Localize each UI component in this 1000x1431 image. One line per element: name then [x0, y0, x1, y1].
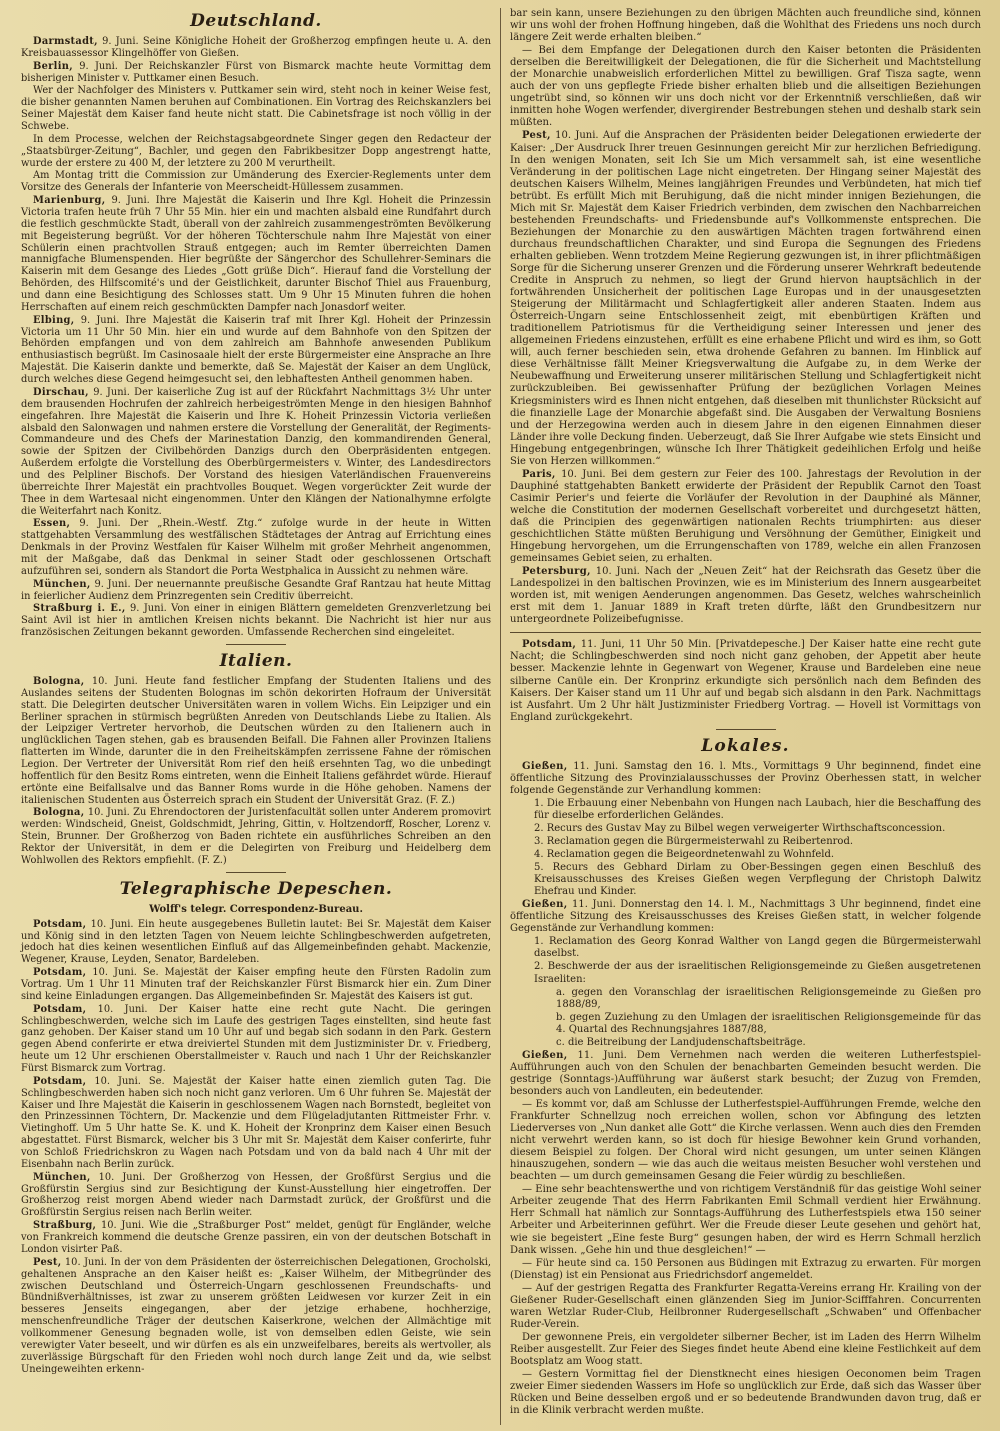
deutschland-section: [21, 36, 491, 639]
headline-deutschland: Deutschland.: [190, 11, 322, 31]
article-text: 11. Juni. Samstag den 16. l. Mts., Vormittags 9 Uhr beginnend, findet eine öffentliche Sitzung des Provinzialausschusses der Provinz Oberhessen statt, in welcher folgende Gegenstände zur Verhandlung kommen:: [510, 760, 981, 796]
article-paragraph: [21, 315, 491, 386]
dateline: München,: [33, 578, 91, 590]
article-text: 9. Juni. Seine Königliche Hoheit der Großherzog empfingen heute u. A. den Kreisbauassessor Klingelhöffer von Gießen.: [21, 36, 491, 59]
article-paragraph: [21, 676, 491, 806]
article-paragraph: [21, 1172, 491, 1219]
dateline: Potsdam,: [33, 967, 87, 979]
article-text: 10. Juni. Nach der „Neuen Zeit“ hat der Reichsrath das Gesetz über die Landespolizei in den baltischen Provinzen, wie es im Ministerium des Innern ausgearbeitet worden ist, mit wenigen Aenderungen angenommen. Das Gesetz, welches wahrscheinlich erst mit dem 1. Januar 1889 in Kraft treten dürfte, läßt den Grundbesitzern nur untergeordnete Polizeibefugnisse.: [510, 566, 981, 626]
article-paragraph: [21, 1220, 491, 1256]
article-text: — Bei dem Empfange der Delegationen durch den Kaiser betonten die Präsidenten derselben die Bereitwilligkeit der Delegationen, die für die Sicherheit und Machtstellung der Monarchie unabweislich erforderlichen Mittel zu bewilligen. Graf Tisza sagte, wenn auch der von uns gepflegte Friede bisher erhalten blieb und die allseitigen Beziehungen ungetrübt sind, so können wir uns doch nicht vor der Erkenntniß verschließen, daß wir inmitten hohe Wogen werfender, divergirender Bestrebungen stehen und deshalb stark sein müßten.: [510, 45, 981, 129]
article-text: 10. Juni. Wie die „Straßburger Post“ meldet, genügt für Engländer, welche von Frankreich kommend die deutsche Grenze passiren, ein von der deutschen Botschaft in London visirter Paß.: [21, 1220, 491, 1255]
dateline: Bologna,: [33, 807, 85, 819]
divider: [226, 872, 286, 873]
article-paragraph: [21, 603, 491, 639]
article-paragraph: [21, 387, 491, 517]
article-paragraph: [21, 36, 491, 60]
headline-italien: Italien.: [219, 650, 293, 671]
dateline: Darmstadt,: [33, 36, 98, 47]
article-text: In dem Processe, welchen der Reichstagsabgeordnete Singer gegen den Redacteur der „Staatsbürger-Zeitung“, Bachler, und gegen den Fabrikbesitzer Dopp angestrengt hatte, wurde der erstere zu 400 M, der letztere zu 200 M verurtheilt.: [21, 133, 491, 169]
article-paragraph: [21, 134, 491, 170]
article-text: 10. Juni. Zu Ehrendoctoren der Juristenfacultät sollen unter Anderem promovirt werden: Windscheid, Gneist, Goldschmidt, Jehring, Gittin, v. Holtzendorff, Roscher, Lorenz v. Stein, Brunner. Der Großherzog von Baden richtete ein ausführliches Schreiben an den Rektor der Universität, in dem er die Delegirten von Freiburg und Heidelberg dem Wohlwollen des Rektors empfiehlt. (F. Z.): [21, 807, 491, 866]
article-paragraph: [21, 195, 491, 314]
article-paragraph: [510, 45, 981, 129]
article-paragraph: [21, 919, 491, 966]
dateline: Gießen,: [522, 760, 568, 772]
dateline: Petersburg,: [522, 566, 591, 578]
agenda-item: 2. Beschwerde der aus der israelitischen Religionsgemeinde zu Gießen ausgetretenen Israeliten:: [534, 961, 981, 985]
article-text: 10. Juni. Se. Majestät der Kaiser hatte einen ziemlich guten Tag. Die Schlingbeschwerden haben sich noch nicht ganz verloren. Um 6 Uhr fuhren Se. Majestät der Kaiser und Ihre Majestät die Kaiserin in geschlossenem Wagen nach Bornstedt, begleitet von den Prinzessinnen Töchtern, Dr. Mackenzie und dem Flügeladjutanten Rittmeister Frhr. v. Vietinghoff. Um 5 Uhr hatte Se. K. und K. Hoheit der Kronprinz dem Kaiser einen Besuch abgestattet. Fürst Bismarck, welcher bis 3 Uhr mit Sr. Majestät dem Kaiser conferirte, fuhr von Schloß Friedrichskron zu Wagen nach Potsdam und von da bald nach 4 Uhr mit der Eisenbahn nach Berlin zurück.: [21, 1075, 491, 1170]
article-paragraph: [21, 1257, 491, 1376]
article-text: 10. Juni. Ein heute ausgegebenes Bulletin lautet: Bei Sr. Majestät dem Kaiser und König sind in den letzten Tagen von Neuem leichte Schlingbeschwerden aufgetreten, jedoch hat dies keinen wesentlichen Einfluß auf das Allgemeinbefinden gehabt. Mackenzie, Wegener, Krause, Leyden, Senator, Bardeleben.: [21, 918, 491, 966]
article-text: 9. Juni. Der neuernannte preußische Gesandte Graf Rantzau hat heute Mittag in feierlicher Audienz dem Prinzregenten sein Creditiv überreicht.: [21, 578, 491, 602]
article-paragraph: [510, 8, 981, 44]
article-text: 9. Juni. Von einer in einigen Blättern gemeldeten Grenzverletzung bei Saint Avil ist hier in amtlichen Kreisen nichts bekannt. Die Nachricht ist hier nur aus französischen Zeitungen bekannt geworden. Umfassende Recherchen sind eingeleitet.: [21, 603, 491, 639]
dateline: Paris,: [522, 468, 556, 480]
divider: [226, 644, 286, 645]
dateline: Pest,: [522, 130, 551, 142]
right-column: [501, 8, 990, 1425]
article-text: 10. Juni. Bei dem gestern zur Feier des 100. Jahrestags der Revolution in der Dauphiné stattgehabten Bankett erwiderte der Präsident der Republik Carnot den Toast Casimir Perier's und feierte die Vorläufer der Revolution in der Dauphiné als Männer, welche die Constitution der modernen Gesellschaft vorbereitet und durchgesetzt hätten, daß die Principien des gegenwärtigen nationalen Rechts triumphirten: aus dieser geschichtlichen Stätte müßten Beruhigung und Versöhnung der Gemüther, Einigkeit und Hingebung hervorgehen, um die Errungenschaften von 1789, welche ein allen Franzosen gemeinsames Gebiet seien, zu erhalten.: [510, 468, 981, 565]
dateline: Berlin,: [33, 60, 73, 72]
article-text: 11. Juni. Dem Vernehmen nach werden die weiteren Lutherfestspiel-Aufführungen auch von den Schulen der benachbarten Gemeinden besucht werden. Die gestrige (Sonntags-)Aufführung war äußerst stark besucht; der Zuzug von Fremden, besonders auch von Landleuten, ein bedeutender.: [510, 1049, 981, 1097]
article-text: 10. Juni. Heute fand festlicher Empfang der Studenten Italiens und des Auslandes seitens der Studenten Bolognas im schön dekorirten Hofraum der Universität statt. Die Delegirten deutscher Universitäten waren in vollem Wichs. Ein Leipziger und ein Berliner sprachen in stürmisch begrüßten Anreden von Deutschlands Liebe zu Italien. Als der Leipziger Vertreter hervorhob, die Deutschen würden zu den Italienern auch in unglücklichen Tagen stehen, gab es brausenden Beifall. Die Fahnen aller Provinzen Italiens flatterten im Winde, darunter die in den Freiheitskämpfen zerrissene Fahne der römischen Legion. Der Vertreter der Universität Rom rief den heiß ersehnten Tag, wo die unbedingt hoffentlich für den Besitz Roms eintreten, wenn die Einheit Italiens gefährdet würde. Hierauf ertönte eine Beifallsalve und das Banner Roms wurde in die Höhe gehoben. Namens der italienischen Studenten aus Österreich sprach ein Student der Universität Graz. (F. Z.): [21, 675, 491, 806]
article-text: 9. Juni. Ihre Majestät die Kaiserin traf mit Ihrer Kgl. Hoheit der Prinzessin Victoria um 11 Uhr 50 Min. hier ein und wurde auf dem Bahnhofe von den Spitzen der Behörden empfangen und von dem zahlreich am Bahnhofe anwesenden Publikum enthusiastisch begrüßt. Im Casinosaale hielt der erste Bürgermeister eine Ansprache an Ihre Majestät. Die Kaiserin dankte und bemerkte, daß Se. Majestät der Kaiser an dem Unglück, durch welches diese Gegend heimgesucht sei, den lebhaftesten Antheil genommen haben.: [21, 314, 491, 386]
article-paragraph: [510, 1258, 981, 1282]
article-text: 10. Juni. Auf die Ansprachen der Präsidenten beider Delegationen erwiederte der Kaiser: „Der Ausdruck Ihrer treuen Gesinnungen gereicht Mir zur herzlichen Befriedigung. In den wenigen Monaten, seit Ich Sie um Mich versammelt sah, ist eine wesentliche Veränderung in der politischen Lage nicht eingetreten. Der Hingang seiner Majestät des deutschen Kaisers Wilhelm, Meines langjährigen Freundes und Verbündeten, hat mich tief betrübt. Es erfüllt Mich mit Beruhigung, daß die nicht minder innigen Beziehungen, die Mich mit Sr. Majestät dem Kaiser Friedrich verbinden, dem zwischen den Nachbarreichen bestehenden Freundschafts- und Friedensbunde auf's Vollkommenste entsprechen. Die Beziehungen der Monarchie zu den auswärtigen Mächten tragen fortwährend einen durchaus freundschaftlichen Charakter, und sind Europa die Segnungen des Friedens erhalten geblieben. Wenn trotzdem Meine Regierung gezwungen ist, in ihrer pflichtmäßigen Sorge für die Sicherung unserer Grenzen und die Förderung unserer Wehrkraft bedeutende Credite in Anspruch zu nehmen, so liegt der Grund hiervon hauptsächlich in der fortwährenden Unsicherheit der politischen Lage Europas und in der unausgesetzten Steigerung der Militärmacht und Schlagfertigkeit aller anderen Staaten. Indem aus Österreich-Ungarn seine Entschlossenheit zeigt, mit ebenbürtigen Kräften und traditionellem Patriotismus für die Vertheidigung seiner Interessen und jener des allgemeinen Friedens einzustehen, erfüllt es eine erhabene Pflicht und wird es ihm, so Gott will, auch ferner beschieden sein, etwa drohende Gefahren zu bannen. Im Hinblick auf diese Verhältnisse fällt Meiner Kriegsverwaltung die Aufgabe zu, in dem Werke der Neubewaffnung und Erweiterung unserer militärischen Stellung und Schlagfertigkeit nicht zurückzubleiben. Bei gewissenhafter Prüfung der bezüglichen Vorlagen Meines Kriegsministers wird es Ihnen nicht entgehen, daß dieselben mit thunlichster Rücksicht auf die finanzielle Lage der Monarchie abgefaßt sind. Die Ausgaben der Verwaltung Bosniens und der Herzegowina werden auch in diesem Jahre in den eigenen Einnahmen dieser Länder ihre volle Deckung finden. Ueberzeugt, daß Sie Ihrer Aufgabe wie stets Einsicht und Hingebung entgegenbringen, wünsche Ich Ihrer Thätigkeit gedeihlichen Erfolg und heiße Sie von Herzen willkommen.“: [510, 130, 981, 467]
article-paragraph: [510, 639, 981, 723]
dateline: Marienburg,: [33, 195, 106, 207]
dateline: Straßburg,: [33, 1220, 97, 1232]
headline-lokales: Lokales.: [701, 735, 790, 756]
agenda-item: 3. Reclamation gegen die Bürgermeisterwahl zu Reibertenrod.: [534, 836, 854, 847]
article-text: 10. Juni. Se. Majestät der Kaiser empfing heute den Fürsten Radolin zum Vortrag. Um 1 Uhr 11 Minuten traf der Reichskanzler Fürst Bismarck hier ein. Zum Diner sind keine Einladungen ergangen. Das Allgemeinbefinden Sr. Majestät des Kaisers ist gut.: [21, 967, 491, 1002]
dateline: München,: [33, 1171, 91, 1183]
dateline: Elbing,: [33, 314, 75, 326]
article-text: 9. Juni. Der Reichskanzler Fürst von Bismarck machte heute Vormittag dem bisherigen Minister v. Puttkamer einen Besuch.: [21, 60, 491, 84]
article-paragraph: [21, 967, 491, 1003]
article-text: Der gewonnene Preis, ein vergoldeter silberner Becher, ist im Laden des Herrn Wilhelm Reiber ausgestellt. Zur Feier des Sieges findet heute Abend eine kleine Festlichkeit auf dem Bootsplatz am Woog statt.: [510, 1331, 981, 1367]
article-text: bar sein kann, unsere Beziehungen zu den übrigen Mächten auch freundliche sind, können wir uns wohl der frohen Hoffnung hingeben, daß die Wohlthat des Friedens uns noch durch längere Zeit werde erhalten bleiben.“: [510, 8, 981, 44]
article-text: 10. Juni. Der Großherzog von Hessen, der Großfürst Sergius und die Großfürstin Sergius sind zur Besichtigung der Kunst-Ausstellung hier eingetroffen. Der Großherzog reist morgen Abend wieder nach Darmstadt zurück, der Großfürst und die Großfürstin Sergius reisen nach Berlin weiter.: [21, 1171, 491, 1219]
article-paragraph: [21, 807, 491, 866]
article-paragraph: [510, 1332, 981, 1368]
article-paragraph: [21, 579, 491, 603]
dateline: Essen,: [33, 518, 71, 530]
article-paragraph: [21, 1076, 491, 1171]
article-paragraph: [510, 1369, 981, 1417]
headline-telegraphische-depeschen: Telegraphische Depeschen.: [119, 878, 393, 899]
divider: [510, 632, 981, 633]
dateline: Gießen,: [522, 899, 568, 911]
dateline: Dirschau,: [33, 386, 89, 398]
article-text: 10. Juni. In der von dem Präsidenten der österreichischen Delegationen, Grocholski, gehaltenen Ansprache an den Kaiser heißt es: „Kaiser Wilhelm, der Mitbegründer des zwischen Deutschland und Österreich-Ungarn geschlossenen Freundschafts- und Bündnißverhältnisses, ist zwar zu unserem größten Leidwesen vor kurzer Zeit in ein besseres Jenseits eingegangen, aber der jetzige erhabene, hochherzige, menschenfreundliche Träger der deutschen Kaiserkrone, welchen der Allmächtige mit vollkommener Genesung begnaden wolle, ist von demselben edlen Geiste, wie sein verewigter Vater beseelt, und wir dürfen es als ein unzweifelbares, bereits als wertvoller, als zuverlässige Bürgschaft für den Frieden wohl noch durch lange Zeit und da, wie selbst Uneingeweihten erkenn-: [21, 1256, 491, 1375]
article-text: Wer der Nachfolger des Ministers v. Puttkamer sein wird, steht noch in keiner Weise fest, die bisher genannten Namen beruhen auf Combinationen. Ein Vortrag des Reichskanzlers bei Seiner Majestät dem Kaiser fand heute nicht statt. Die Cabinetsfrage ist noch völlig in der Schwebe.: [21, 85, 491, 133]
dateline: Bologna,: [33, 675, 85, 687]
pest-continuation-section: [510, 8, 981, 626]
article-paragraph: [510, 469, 981, 565]
article-text: — Eine sehr beachtenswerthe und von richtigem Verständniß für das geistige Wohl seiner Arbeiter zeugende That des Herrn Fabrikanten Emil Schmall verdient hier Erwähnung. Herr Schmall hat nämlich zur Sonntags-Aufführung des Lutherfestspiels etwa 150 seiner Arbeiter und Arbeiterinnen geführt. Wer die Freude dieser Leute gesehen und gehört hat, wie sie begeistert „Eine feste Burg“ gesungen haben, der wird es Herrn Schmall herzlich Dank wissen. „Gehe hin und thue desgleichen!“ —: [510, 1184, 981, 1256]
article-paragraph: [21, 85, 491, 132]
article-paragraph: [21, 518, 491, 577]
agenda-item: 2. Recurs des Gustav May zu Bilbel wegen verweigerter Wirthschaftsconcession.: [534, 822, 946, 834]
article-paragraph: [510, 1050, 981, 1098]
agenda-item: 5. Recurs des Gebhard Dirlam zu Ober-Bessingen gegen einen Beschluß des Kreisausschusses des Kreises Gießen wegen Verpflegung der Christoph Dalwitz Ehefrau und Kinder.: [534, 862, 981, 898]
dateline: Pest,: [33, 1256, 62, 1268]
left-column: [12, 8, 501, 1425]
agenda-item: 1. Reclamation des Georg Konrad Walther von Langd gegen die Bürgermeisterwahl daselbst.: [534, 936, 981, 960]
article-paragraph: [510, 761, 981, 797]
article-paragraph: [510, 130, 981, 467]
article-text: — Es kommt vor, daß am Schlusse der Lutherfestspiel-Aufführungen Fremde, welche den Frankfurter Schnellzug noch erreichen wollen, schon vor Abfingung des letzten Liederverses von „Nun danket alle Gott“ die Kirche verlassen. Wenn auch dies den Fremden nicht verwehrt werden kann, so ist doch für hiesige Bewohner kein Grund vorhanden, diesem Beispiel zu folgen. Der Choral wird nicht gesungen, um unter seinen Klängen hinauszugehen, sondern — wie das auch die weitaus meisten Besucher wohl verstehen und beachten — um durch gemeinsamen Gesang die Feier würdig zu beschließen.: [510, 1098, 981, 1183]
article-paragraph: [510, 899, 981, 935]
lokales-section: [510, 761, 981, 1417]
privatdepesche-section: [510, 639, 981, 723]
dateline: Straßburg i. E.,: [33, 603, 126, 615]
dateline: Potsdam,: [33, 918, 87, 930]
agenda-item: 4. Reclamation gegen die Beigeordnetenwahl zu Wohnfeld.: [534, 849, 835, 861]
agenda-item: 1. Die Erbauung einer Nebenbahn von Hungen nach Laubach, hier die Beschaffung des für dieselbe erforderlichen Geländes.: [534, 797, 981, 821]
dateline: Potsdam,: [33, 1003, 87, 1015]
article-paragraph: [510, 1099, 981, 1183]
article-text: 11. Juni, 11 Uhr 50 Min. [Privatdepesche.] Der Kaiser hatte eine recht gute Nacht; die Schlingbeschwerden sind noch nicht ganz gehoben, der Appetit aber heute besser. Mackenzie lehnte in Gegenwart von Wegener, Krause und Bardeleben eine neue silberne Canüle ein. Der Kronprinz erkundigte sich persönlich nach dem Befinden des Kaisers. Der Kaiser stand um 11 Uhr auf und begab sich alsdann in den Park. Nachmittags ist Ausfahrt. Um 2 Uhr hält Justizminister Friedberg Vortrag. — Hovell ist Vormittags von England zurückgekehrt.: [510, 639, 982, 723]
agenda-subitem: a. gegen den Voranschlag der israelitischen Religionsgemeinde zu Gießen pro 1888/89,: [556, 986, 981, 1010]
divider: [716, 729, 776, 730]
article-text: 9. Juni. Ihre Majestät die Kaiserin und Ihre Kgl. Hoheit die Prinzessin Victoria trafen heute früh 7 Uhr 55 Min. hier ein und machten alsbald eine Rundfahrt durch die festlich geschmückte Stadt, überall von der zahlreich zusammengeströmten Bevölkerung mit Begeisterung begrüßt. Vor der höheren Töchterschule nahm Ihre Majestät von einer Schülerin einen prachtvollen Strauß entgegen; auch im Remter überreichten Damen mannigfache Blumenspenden. Hier begrüßte der Sängerchor des Schullehrer-Seminars die Kaiserin mit dem Gesange des Liedes „Gott grüße Dich“. Hierauf fand die Vorstellung der Behörden, des Hilfscomité's und der Geistlichkeit, darunter Bischof Thiel aus Frauenburg, und dann eine Besichtigung des Schlosses statt. Um 9 Uhr 15 Minuten fuhren die hohen Herrschaften auf einem reich geschmückten Dampfer nach Jonasdorf weiter.: [21, 195, 491, 313]
dateline: Gießen,: [522, 1049, 568, 1061]
article-paragraph: [21, 170, 491, 194]
dateline: Potsdam,: [522, 639, 577, 651]
article-text: — Für heute sind ca. 150 Personen aus Büdingen mit Extrazug zu erwarten. Für morgen (Dienstag) ist ein Pensionat aus Friedrichsdorf angemeldet.: [510, 1257, 981, 1281]
dateline: Potsdam,: [33, 1075, 87, 1087]
article-text: 9. Juni. Der „Rhein.-Westf. Ztg.“ zufolge wurde in der heute in Witten stattgehabten Versammlung des westfälischen Städtetages der Antrag auf Errichtung eines Denkmals in der Provinz Westfalen für Kaiser Wilhelm mit großer Mehrheit angenommen, mit der Maßgabe, daß das Denkmal in seiner Stadt oder geschlossenen Ortschaft aufzuführen sei, sondern als Standort die Porta Westphalica in Aussicht zu nehmen wäre.: [21, 518, 491, 577]
article-paragraph: [510, 1184, 981, 1256]
article-text: — Auf der gestrigen Regatta des Frankfurter Regatta-Vereins errang Hr. Krailing von der Gießener Ruder-Gesellschaft einen glänzenden Sieg im Junior-Scifffahren. Concurrenten waren Wetzlar Ruder-Club, Heilbronner Rudergesellschaft „Schwaben“ und Offenbacher Ruder-Verein.: [510, 1282, 981, 1330]
article-paragraph: [21, 1004, 491, 1075]
article-paragraph: [21, 61, 491, 85]
article-paragraph: [510, 566, 981, 626]
article-text: 11. Juni. Donnerstag den 14. l. M., Nachmittags 3 Uhr beginnend, findet eine öffentliche Sitzung des Kreisausschusses des Kreises Gießen statt, in welcher folgende Gegenstände zur Verhandlung kommen:: [510, 899, 981, 935]
bureau-subheadline: Wolff's telegr. Correspondenz-Bureau.: [149, 903, 363, 915]
article-text: 10. Juni. Der Kaiser hatte eine recht gute Nacht. Die geringen Schlingbeschwerden, welche sich im Laufe des gestrigen Tages einstellten, sind heute fast ganz gehoben. Der Kaiser stand um 10 Uhr auf und begab sich sodann in den Park. Gestern gegen Abend conferirte er etwa dreiviertel Stunden mit dem Justizminister Dr. v. Friedberg, heute um 12 Uhr erschienen Oberstallmeister v. Rauch und nach 1 Uhr der Reichskanzler Fürst Bismarck zum Vortrag.: [21, 1003, 491, 1075]
italien-section: [21, 676, 491, 867]
article-paragraph: [510, 1283, 981, 1331]
article-text: — Gestern Vormittag fiel der Dienstknecht eines hiesigen Oeconomen beim Tragen zweier Eimer siedenden Wassers im Hofe so unglücklich zur Erde, daß sich das Wasser über Rücken und Beine desselben ergoß und er so bedeutende Brandwunden davon trug, daß er in die Klinik verbracht werden mußte.: [510, 1369, 981, 1417]
article-text: 9. Juni. Der kaiserliche Zug ist auf der Rückfahrt Nachmittags 3½ Uhr unter dem brausenden Hochrufen der zahlreich herbeigeströmten Menge in den hiesigen Bahnhof eingefahren. Ihre Majestät die Kaiserin und Ihre K. Hoheit Prinzessin Victoria verließen alsbald den Salonwagen und nahmen erstere die Vorstellung der Generalität, der Regiments-Commandeure und des Chefs der Marinestation Danzig, den kommandirenden General, sowie der Spitzen der Civilbehörden Danzigs durch den Oberpräsidenten entgegen. Außerdem erfolgte die Vorstellung des Oberbürgermeisters v. Winter, des Landesdirectors und des Pelpliner Bischofs. Der Vorstand des hiesigen Vaterländischen Frauenvereins überreichte Ihrer Majestät ein prachtvolles Bouquet. Wegen vorgerückter Zeit wurde der Thee in dem Wartesaal nicht eingenommen. Unter den Klängen der Nationalhymne erfolgte die Weiterfahrt nach Konitz.: [21, 386, 491, 517]
agenda-subitem: c. die Beitreibung der Landjudenschaftsbeiträge.: [556, 1036, 806, 1048]
depeschen-section: [21, 919, 491, 1376]
agenda-subitem: b. gegen Zuziehung zu den Umlagen der israelitischen Religionsgemeinde für das 4. Quartal des Rechnungsjahres 1887/88,: [556, 1011, 981, 1035]
article-text: Am Montag tritt die Commission zur Umänderung des Exercier-Reglements unter dem Vorsitze des Generals der Infanterie von Meerscheidt-Hüllessem zusammen.: [21, 170, 491, 194]
